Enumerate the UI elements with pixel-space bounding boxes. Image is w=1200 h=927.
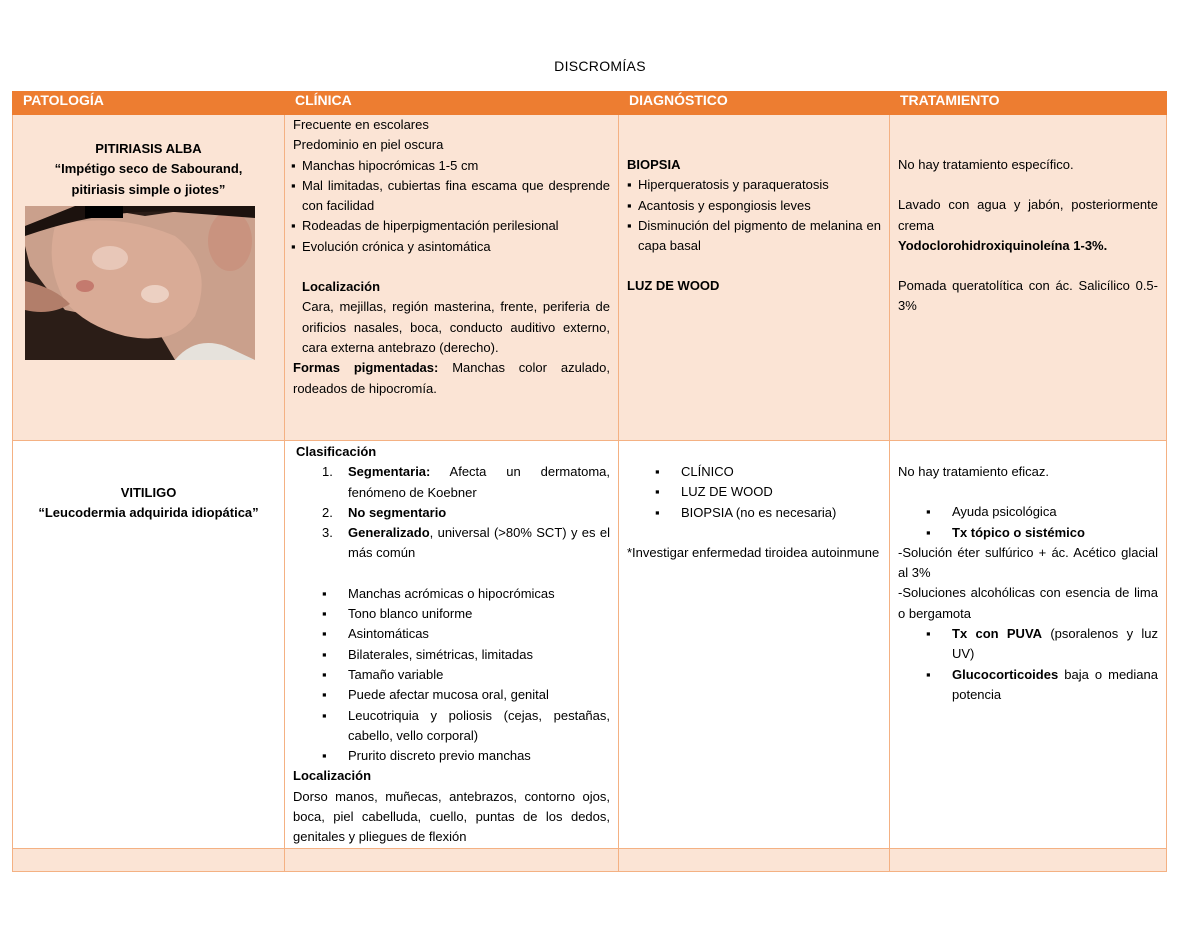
list-item: ▪ Disminución del pigmento de melanina en capa basal bbox=[638, 216, 881, 257]
header-diagnostico: DIAGNÓSTICO bbox=[619, 92, 890, 115]
discromias-table bbox=[12, 91, 1167, 872]
diagnostico-bullets bbox=[627, 175, 881, 256]
tratamiento-bullets-b bbox=[898, 624, 1158, 705]
localizacion-title: Localización bbox=[302, 279, 381, 295]
biopsia-title: BIOPSIA bbox=[627, 157, 681, 172]
tratamiento-p2-bold: Yodoclorohidroxiquinoleína 1-3%. bbox=[898, 237, 1108, 253]
empty-cell bbox=[13, 849, 285, 872]
localizacion-text: Dorso manos, muñecas, antebrazos, contorno ojos, boca, piel cabelluda, cuello, puntas de los dedos, genitales y pliegues de flexión bbox=[293, 788, 610, 845]
table-row-empty bbox=[13, 849, 1167, 872]
list-item: ▪ Asintomáticas bbox=[348, 624, 610, 644]
clasificacion-title: Clasificación bbox=[296, 444, 377, 459]
disease-alias: “Leucodermia adquirida idiopática” bbox=[38, 505, 259, 521]
header-clinica: CLÍNICA bbox=[285, 92, 619, 115]
clasificacion-list bbox=[293, 462, 610, 563]
list-item: 2. No segmentario bbox=[322, 504, 447, 520]
header-tratamiento: TRATAMIENTO bbox=[890, 92, 1167, 115]
header-patologia: PATOLOGÍA bbox=[13, 92, 285, 115]
table-row-vitiligo bbox=[13, 441, 1167, 849]
empty-cell bbox=[619, 849, 890, 872]
page-title: DISCROMÍAS bbox=[554, 58, 646, 74]
localizacion-title: Localización bbox=[293, 768, 372, 784]
empty-cell bbox=[890, 849, 1167, 872]
list-item: ▪ Tamaño variable bbox=[348, 665, 610, 685]
localizacion-text: Cara, mejillas, región masterina, frente, periferia de orificios nasales, boca, conducto auditivo externo, cara externa antebrazo (derecho). bbox=[302, 299, 610, 355]
vitiligo-bullets bbox=[293, 584, 610, 767]
cell-patologia bbox=[13, 441, 285, 849]
cell-diagnostico bbox=[619, 441, 890, 849]
list-item: ▪ Ayuda psicológica bbox=[952, 502, 1158, 522]
tratamiento-line-2: -Soluciones alcohólicas con esencia de lima o bergamota bbox=[898, 585, 1158, 621]
cell-diagnostico bbox=[619, 115, 890, 441]
list-item: ▪ Puede afectar mucosa oral, genital bbox=[348, 685, 610, 705]
formas-pigmentadas: Formas pigmentadas: Manchas color azulado, rodeados de hipocromía. bbox=[293, 360, 610, 396]
list-item: ▪ LUZ DE WOOD bbox=[681, 482, 881, 502]
list-item: ▪ Hiperqueratosis y paraqueratosis bbox=[638, 175, 881, 195]
list-item: ▪ Acantosis y espongiosis leves bbox=[638, 196, 881, 216]
disease-alias-2: pitiriasis simple o jiotes” bbox=[71, 181, 226, 197]
table-header-row bbox=[13, 92, 1167, 115]
clinica-line-2: Predominio en piel oscura bbox=[293, 137, 444, 153]
tratamiento-p3: Pomada queratolítica con ác. Salicílico 0.5-3% bbox=[898, 278, 1158, 314]
list-item: 3. Generalizado, universal (>80% SCT) y es el más común bbox=[322, 525, 610, 561]
list-item: ▪ Glucocorticoides baja o mediana potencia bbox=[952, 665, 1158, 706]
table-row-pitiriasis bbox=[13, 115, 1167, 441]
clinica-bullets bbox=[293, 156, 610, 257]
list-item: 1. Segmentaria: Afecta un dermatoma, fenómeno de Koebner bbox=[322, 464, 610, 500]
list-item: ▪ Rodeadas de hiperpigmentación perilesional bbox=[302, 216, 610, 236]
clinica-line-1: Frecuente en escolares bbox=[293, 117, 429, 132]
list-item: ▪ Mal limitadas, cubiertas fina escama que desprende con facilidad bbox=[302, 176, 610, 217]
list-item: ▪ Tono blanco uniforme bbox=[348, 604, 610, 624]
list-item: ▪ Leucotriquia y poliosis (cejas, pestañas, cabello, vello corporal) bbox=[348, 706, 610, 747]
diagnostico-bullets bbox=[627, 462, 881, 523]
cell-clinica bbox=[285, 115, 619, 441]
list-item: ▪ Tx con PUVA (psoralenos y luz UV) bbox=[952, 624, 1158, 665]
cell-clinica bbox=[285, 441, 619, 849]
diagnostico-note: *Investigar enfermedad tiroidea autoinmune bbox=[627, 544, 880, 560]
cell-tratamiento bbox=[890, 115, 1167, 441]
disease-name: PITIRIASIS ALBA bbox=[95, 141, 202, 156]
list-item: ▪ Manchas acrómicas o hipocrómicas bbox=[348, 584, 610, 604]
list-item: ▪ BIOPSIA (no es necesaria) bbox=[681, 503, 881, 523]
tratamiento-bullets-a bbox=[898, 502, 1158, 543]
pitiriasis-photo bbox=[25, 206, 255, 360]
tratamiento-line-1: -Solución éter sulfúrico + ác. Acético glacial al 3% bbox=[898, 544, 1158, 581]
tratamiento-p2: Lavado con agua y jabón, posteriormente crema bbox=[898, 197, 1158, 233]
disease-name: VITILIGO bbox=[120, 485, 177, 500]
list-item: ▪ Bilaterales, simétricas, limitadas bbox=[348, 645, 610, 665]
list-item: ▪ Tx tópico o sistémico bbox=[952, 523, 1158, 543]
cell-tratamiento bbox=[890, 441, 1167, 849]
tratamiento-p1: No hay tratamiento eficaz. bbox=[898, 464, 1050, 479]
tratamiento-p1: No hay tratamiento específico. bbox=[898, 157, 1074, 172]
luz-de-wood: LUZ DE WOOD bbox=[627, 278, 720, 294]
list-item: ▪ Evolución crónica y asintomática bbox=[302, 237, 610, 257]
cell-patologia bbox=[13, 115, 285, 441]
face-image-icon bbox=[25, 206, 255, 360]
disease-alias-1: “Impétigo seco de Sabourand, bbox=[54, 161, 243, 177]
list-item: ▪ Manchas hipocrómicas 1-5 cm bbox=[302, 156, 610, 176]
empty-cell bbox=[285, 849, 619, 872]
list-item: ▪ CLÍNICO bbox=[681, 462, 881, 482]
list-item: ▪ Prurito discreto previo manchas bbox=[348, 746, 610, 766]
